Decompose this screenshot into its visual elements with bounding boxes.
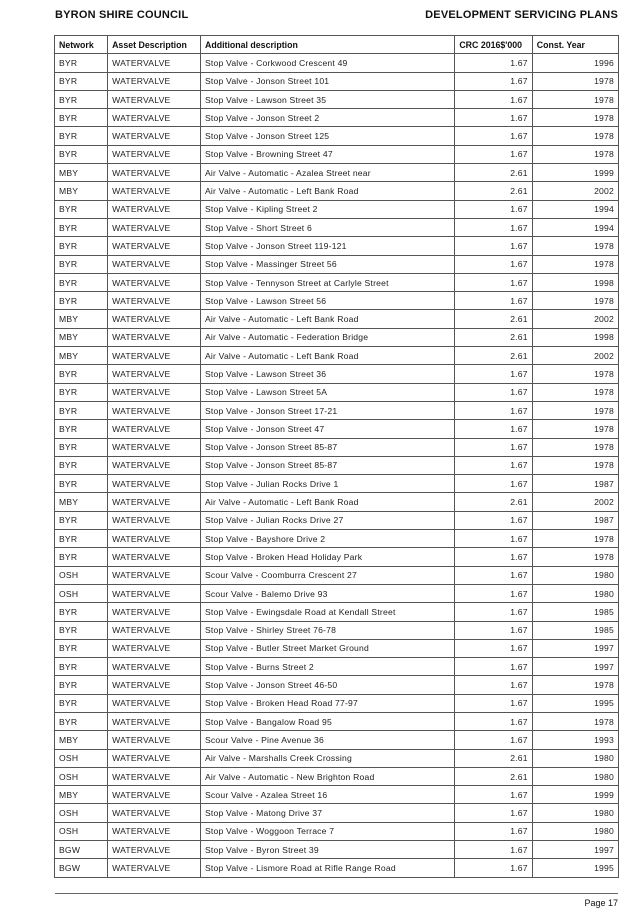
table-row [55, 548, 619, 566]
table-row [55, 54, 619, 72]
network-cell: BGW [55, 859, 108, 877]
network-cell: BYR [55, 475, 108, 493]
const-year-cell: 1978 [532, 383, 618, 401]
network-cell: BYR [55, 237, 108, 255]
network-cell: BYR [55, 365, 108, 383]
additional-description-cell: Stop Valve - Broken Head Holiday Park [200, 548, 454, 566]
additional-description-cell: Stop Valve - Jonson Street 2 [200, 109, 454, 127]
asset-description-cell: WATERVALVE [108, 438, 201, 456]
asset-description-cell: WATERVALVE [108, 493, 201, 511]
additional-description-cell: Stop Valve - Butler Street Market Ground [200, 639, 454, 657]
document-title: DEVELOPMENT SERVICING PLANS [425, 9, 618, 21]
column-header-const-year: Const. Year [532, 36, 618, 54]
asset-description-cell: WATERVALVE [108, 328, 201, 346]
network-cell: BYR [55, 548, 108, 566]
asset-description-cell: WATERVALVE [108, 292, 201, 310]
crc-cell: 2.61 [455, 347, 532, 365]
const-year-cell: 1998 [532, 328, 618, 346]
const-year-cell: 1993 [532, 731, 618, 749]
const-year-cell: 1978 [532, 456, 618, 474]
asset-description-cell: WATERVALVE [108, 511, 201, 529]
const-year-cell: 1978 [532, 676, 618, 694]
asset-description-cell: WATERVALVE [108, 182, 201, 200]
network-cell: BYR [55, 109, 108, 127]
asset-description-cell: WATERVALVE [108, 694, 201, 712]
asset-description-cell: WATERVALVE [108, 90, 201, 108]
const-year-cell: 1978 [532, 109, 618, 127]
asset-description-cell: WATERVALVE [108, 712, 201, 730]
network-cell: BYR [55, 383, 108, 401]
table-row [55, 786, 619, 804]
const-year-cell: 1978 [532, 548, 618, 566]
crc-cell: 1.67 [455, 859, 532, 877]
crc-cell: 1.67 [455, 255, 532, 273]
page-header [55, 9, 618, 25]
asset-description-cell: WATERVALVE [108, 658, 201, 676]
table-row [55, 127, 619, 145]
network-cell: OSH [55, 749, 108, 767]
network-cell: BYR [55, 712, 108, 730]
column-header-network: Network [55, 36, 108, 54]
additional-description-cell: Air Valve - Automatic - Left Bank Road [200, 310, 454, 328]
table-row [55, 145, 619, 163]
additional-description-cell: Stop Valve - Byron Street 39 [200, 841, 454, 859]
footer-divider [55, 893, 618, 894]
const-year-cell: 1980 [532, 749, 618, 767]
network-cell: OSH [55, 822, 108, 840]
const-year-cell: 1997 [532, 841, 618, 859]
network-cell: BYR [55, 530, 108, 548]
table-row [55, 712, 619, 730]
additional-description-cell: Stop Valve - Lawson Street 36 [200, 365, 454, 383]
asset-description-cell: WATERVALVE [108, 859, 201, 877]
additional-description-cell: Stop Valve - Jonson Street 47 [200, 420, 454, 438]
table-row [55, 200, 619, 218]
crc-cell: 1.67 [455, 603, 532, 621]
crc-cell: 1.67 [455, 109, 532, 127]
crc-cell: 1.67 [455, 621, 532, 639]
network-cell: BYR [55, 511, 108, 529]
crc-cell: 1.67 [455, 511, 532, 529]
crc-cell: 1.67 [455, 127, 532, 145]
const-year-cell: 2002 [532, 310, 618, 328]
crc-cell: 1.67 [455, 786, 532, 804]
table-row [55, 438, 619, 456]
asset-description-cell: WATERVALVE [108, 841, 201, 859]
asset-description-cell: WATERVALVE [108, 72, 201, 90]
asset-description-cell: WATERVALVE [108, 731, 201, 749]
additional-description-cell: Stop Valve - Jonson Street 85-87 [200, 438, 454, 456]
table-row [55, 72, 619, 90]
table-row [55, 365, 619, 383]
crc-cell: 1.67 [455, 841, 532, 859]
table-row [55, 475, 619, 493]
asset-table [54, 35, 619, 878]
const-year-cell: 1978 [532, 145, 618, 163]
table-row [55, 639, 619, 657]
asset-description-cell: WATERVALVE [108, 786, 201, 804]
table-row [55, 292, 619, 310]
additional-description-cell: Stop Valve - Julian Rocks Drive 1 [200, 475, 454, 493]
const-year-cell: 1978 [532, 90, 618, 108]
const-year-cell: 1987 [532, 475, 618, 493]
table-row [55, 511, 619, 529]
additional-description-cell: Stop Valve - Bayshore Drive 2 [200, 530, 454, 548]
table-row [55, 566, 619, 584]
additional-description-cell: Stop Valve - Ewingsdale Road at Kendall Street [200, 603, 454, 621]
crc-cell: 1.67 [455, 530, 532, 548]
asset-description-cell: WATERVALVE [108, 255, 201, 273]
additional-description-cell: Stop Valve - Matong Drive 37 [200, 804, 454, 822]
additional-description-cell: Stop Valve - Jonson Street 101 [200, 72, 454, 90]
crc-cell: 1.67 [455, 639, 532, 657]
table-row [55, 310, 619, 328]
network-cell: BYR [55, 676, 108, 694]
table-row [55, 658, 619, 676]
additional-description-cell: Scour Valve - Azalea Street 16 [200, 786, 454, 804]
crc-cell: 1.67 [455, 694, 532, 712]
crc-cell: 1.67 [455, 676, 532, 694]
const-year-cell: 1995 [532, 859, 618, 877]
table-row [55, 859, 619, 877]
crc-cell: 1.67 [455, 584, 532, 602]
network-cell: BGW [55, 841, 108, 859]
table-header-row [55, 36, 619, 54]
table-row [55, 841, 619, 859]
const-year-cell: 1995 [532, 694, 618, 712]
network-cell: BYR [55, 694, 108, 712]
additional-description-cell: Stop Valve - Jonson Street 125 [200, 127, 454, 145]
additional-description-cell: Stop Valve - Massinger Street 56 [200, 255, 454, 273]
const-year-cell: 1997 [532, 658, 618, 676]
network-cell: BYR [55, 273, 108, 291]
additional-description-cell: Stop Valve - Lawson Street 5A [200, 383, 454, 401]
const-year-cell: 1980 [532, 822, 618, 840]
crc-cell: 1.67 [455, 72, 532, 90]
table-row [55, 182, 619, 200]
network-cell: OSH [55, 566, 108, 584]
crc-cell: 2.61 [455, 182, 532, 200]
table-row [55, 749, 619, 767]
additional-description-cell: Stop Valve - Kipling Street 2 [200, 200, 454, 218]
const-year-cell: 1999 [532, 164, 618, 182]
asset-description-cell: WATERVALVE [108, 804, 201, 822]
table-body [55, 54, 619, 877]
asset-description-cell: WATERVALVE [108, 237, 201, 255]
table-row [55, 493, 619, 511]
crc-cell: 1.67 [455, 218, 532, 236]
additional-description-cell: Air Valve - Automatic - Left Bank Road [200, 493, 454, 511]
asset-description-cell: WATERVALVE [108, 822, 201, 840]
crc-cell: 1.67 [455, 365, 532, 383]
network-cell: BYR [55, 90, 108, 108]
asset-description-cell: WATERVALVE [108, 383, 201, 401]
network-cell: BYR [55, 639, 108, 657]
network-cell: BYR [55, 54, 108, 72]
const-year-cell: 1978 [532, 438, 618, 456]
crc-cell: 1.67 [455, 200, 532, 218]
table-row [55, 767, 619, 785]
network-cell: BYR [55, 420, 108, 438]
additional-description-cell: Stop Valve - Jonson Street 17-21 [200, 401, 454, 419]
crc-cell: 1.67 [455, 292, 532, 310]
const-year-cell: 1994 [532, 218, 618, 236]
asset-description-cell: WATERVALVE [108, 639, 201, 657]
table-row [55, 420, 619, 438]
asset-description-cell: WATERVALVE [108, 584, 201, 602]
additional-description-cell: Air Valve - Automatic - Federation Bridge [200, 328, 454, 346]
additional-description-cell: Stop Valve - Burns Street 2 [200, 658, 454, 676]
council-name: BYRON SHIRE COUNCIL [55, 9, 189, 21]
const-year-cell: 1985 [532, 621, 618, 639]
crc-cell: 1.67 [455, 145, 532, 163]
additional-description-cell: Stop Valve - Jonson Street 85-87 [200, 456, 454, 474]
crc-cell: 1.67 [455, 822, 532, 840]
network-cell: BYR [55, 401, 108, 419]
const-year-cell: 1978 [532, 401, 618, 419]
crc-cell: 1.67 [455, 420, 532, 438]
asset-description-cell: WATERVALVE [108, 767, 201, 785]
additional-description-cell: Stop Valve - Browning Street 47 [200, 145, 454, 163]
table-row [55, 822, 619, 840]
const-year-cell: 1978 [532, 255, 618, 273]
asset-description-cell: WATERVALVE [108, 145, 201, 163]
crc-cell: 2.61 [455, 164, 532, 182]
const-year-cell: 1978 [532, 237, 618, 255]
const-year-cell: 2002 [532, 182, 618, 200]
const-year-cell: 1987 [532, 511, 618, 529]
crc-cell: 1.67 [455, 90, 532, 108]
asset-description-cell: WATERVALVE [108, 127, 201, 145]
asset-description-cell: WATERVALVE [108, 310, 201, 328]
const-year-cell: 1997 [532, 639, 618, 657]
asset-description-cell: WATERVALVE [108, 548, 201, 566]
table-row [55, 694, 619, 712]
additional-description-cell: Stop Valve - Short Street 6 [200, 218, 454, 236]
additional-description-cell: Stop Valve - Lawson Street 56 [200, 292, 454, 310]
asset-description-cell: WATERVALVE [108, 200, 201, 218]
additional-description-cell: Air Valve - Automatic - Azalea Street near [200, 164, 454, 182]
additional-description-cell: Air Valve - Automatic - Left Bank Road [200, 182, 454, 200]
crc-cell: 1.67 [455, 383, 532, 401]
table-row [55, 530, 619, 548]
network-cell: MBY [55, 731, 108, 749]
table-row [55, 603, 619, 621]
const-year-cell: 1978 [532, 365, 618, 383]
asset-description-cell: WATERVALVE [108, 365, 201, 383]
additional-description-cell: Scour Valve - Pine Avenue 36 [200, 731, 454, 749]
network-cell: BYR [55, 200, 108, 218]
additional-description-cell: Air Valve - Automatic - New Brighton Road [200, 767, 454, 785]
crc-cell: 2.61 [455, 310, 532, 328]
asset-description-cell: WATERVALVE [108, 218, 201, 236]
table-row [55, 237, 619, 255]
additional-description-cell: Stop Valve - Lismore Road at Rifle Range Road [200, 859, 454, 877]
const-year-cell: 1978 [532, 292, 618, 310]
network-cell: MBY [55, 328, 108, 346]
additional-description-cell: Stop Valve - Tennyson Street at Carlyle Street [200, 273, 454, 291]
asset-description-cell: WATERVALVE [108, 164, 201, 182]
crc-cell: 1.67 [455, 401, 532, 419]
network-cell: BYR [55, 456, 108, 474]
table-row [55, 328, 619, 346]
crc-cell: 1.67 [455, 475, 532, 493]
network-cell: BYR [55, 658, 108, 676]
table-row [55, 804, 619, 822]
additional-description-cell: Scour Valve - Balemo Drive 93 [200, 584, 454, 602]
additional-description-cell: Air Valve - Automatic - Left Bank Road [200, 347, 454, 365]
additional-description-cell: Air Valve - Marshalls Creek Crossing [200, 749, 454, 767]
const-year-cell: 1978 [532, 420, 618, 438]
network-cell: MBY [55, 182, 108, 200]
network-cell: BYR [55, 438, 108, 456]
asset-description-cell: WATERVALVE [108, 621, 201, 639]
crc-cell: 2.61 [455, 493, 532, 511]
network-cell: BYR [55, 145, 108, 163]
crc-cell: 1.67 [455, 54, 532, 72]
asset-description-cell: WATERVALVE [108, 109, 201, 127]
additional-description-cell: Stop Valve - Jonson Street 119-121 [200, 237, 454, 255]
const-year-cell: 1980 [532, 584, 618, 602]
const-year-cell: 1978 [532, 127, 618, 145]
const-year-cell: 1980 [532, 566, 618, 584]
crc-cell: 1.67 [455, 548, 532, 566]
network-cell: BYR [55, 621, 108, 639]
table-row [55, 383, 619, 401]
table-row [55, 109, 619, 127]
asset-description-cell: WATERVALVE [108, 54, 201, 72]
crc-cell: 2.61 [455, 328, 532, 346]
network-cell: MBY [55, 310, 108, 328]
table-row [55, 456, 619, 474]
asset-description-cell: WATERVALVE [108, 347, 201, 365]
additional-description-cell: Stop Valve - Broken Head Road 77-97 [200, 694, 454, 712]
table-row [55, 584, 619, 602]
asset-description-cell: WATERVALVE [108, 456, 201, 474]
network-cell: OSH [55, 767, 108, 785]
network-cell: BYR [55, 603, 108, 621]
asset-description-cell: WATERVALVE [108, 273, 201, 291]
const-year-cell: 1985 [532, 603, 618, 621]
additional-description-cell: Stop Valve - Bangalow Road 95 [200, 712, 454, 730]
const-year-cell: 1998 [532, 273, 618, 291]
additional-description-cell: Stop Valve - Shirley Street 76-78 [200, 621, 454, 639]
asset-description-cell: WATERVALVE [108, 420, 201, 438]
network-cell: OSH [55, 584, 108, 602]
network-cell: OSH [55, 804, 108, 822]
additional-description-cell: Stop Valve - Woggoon Terrace 7 [200, 822, 454, 840]
column-header-additional-description: Additional description [200, 36, 454, 54]
const-year-cell: 1999 [532, 786, 618, 804]
crc-cell: 1.67 [455, 658, 532, 676]
table-row [55, 255, 619, 273]
crc-cell: 2.61 [455, 749, 532, 767]
column-header-asset-description: Asset Description [108, 36, 201, 54]
const-year-cell: 1978 [532, 72, 618, 90]
additional-description-cell: Stop Valve - Lawson Street 35 [200, 90, 454, 108]
asset-description-cell: WATERVALVE [108, 530, 201, 548]
page-number: Page 17 [584, 898, 618, 908]
table-row [55, 676, 619, 694]
network-cell: BYR [55, 72, 108, 90]
additional-description-cell: Stop Valve - Corkwood Crescent 49 [200, 54, 454, 72]
network-cell: BYR [55, 292, 108, 310]
network-cell: MBY [55, 347, 108, 365]
crc-cell: 1.67 [455, 273, 532, 291]
table-row [55, 164, 619, 182]
crc-cell: 1.67 [455, 237, 532, 255]
crc-cell: 1.67 [455, 438, 532, 456]
asset-description-cell: WATERVALVE [108, 749, 201, 767]
additional-description-cell: Scour Valve - Coomburra Crescent 27 [200, 566, 454, 584]
table-row [55, 621, 619, 639]
asset-description-cell: WATERVALVE [108, 401, 201, 419]
table-row [55, 218, 619, 236]
network-cell: BYR [55, 127, 108, 145]
table-row [55, 347, 619, 365]
crc-cell: 1.67 [455, 712, 532, 730]
const-year-cell: 1980 [532, 804, 618, 822]
const-year-cell: 2002 [532, 493, 618, 511]
column-header-crc: CRC 2016$'000 [455, 36, 532, 54]
table-row [55, 401, 619, 419]
const-year-cell: 1978 [532, 530, 618, 548]
asset-description-cell: WATERVALVE [108, 603, 201, 621]
table-row [55, 273, 619, 291]
const-year-cell: 1994 [532, 200, 618, 218]
crc-cell: 1.67 [455, 456, 532, 474]
const-year-cell: 2002 [532, 347, 618, 365]
const-year-cell: 1978 [532, 712, 618, 730]
crc-cell: 1.67 [455, 566, 532, 584]
network-cell: BYR [55, 218, 108, 236]
asset-description-cell: WATERVALVE [108, 566, 201, 584]
network-cell: MBY [55, 493, 108, 511]
asset-description-cell: WATERVALVE [108, 676, 201, 694]
const-year-cell: 1996 [532, 54, 618, 72]
network-cell: MBY [55, 786, 108, 804]
network-cell: MBY [55, 164, 108, 182]
additional-description-cell: Stop Valve - Julian Rocks Drive 27 [200, 511, 454, 529]
crc-cell: 2.61 [455, 767, 532, 785]
const-year-cell: 1980 [532, 767, 618, 785]
asset-description-cell: WATERVALVE [108, 475, 201, 493]
table-row [55, 90, 619, 108]
additional-description-cell: Stop Valve - Jonson Street 46-50 [200, 676, 454, 694]
network-cell: BYR [55, 255, 108, 273]
crc-cell: 1.67 [455, 804, 532, 822]
table-row [55, 731, 619, 749]
crc-cell: 1.67 [455, 731, 532, 749]
